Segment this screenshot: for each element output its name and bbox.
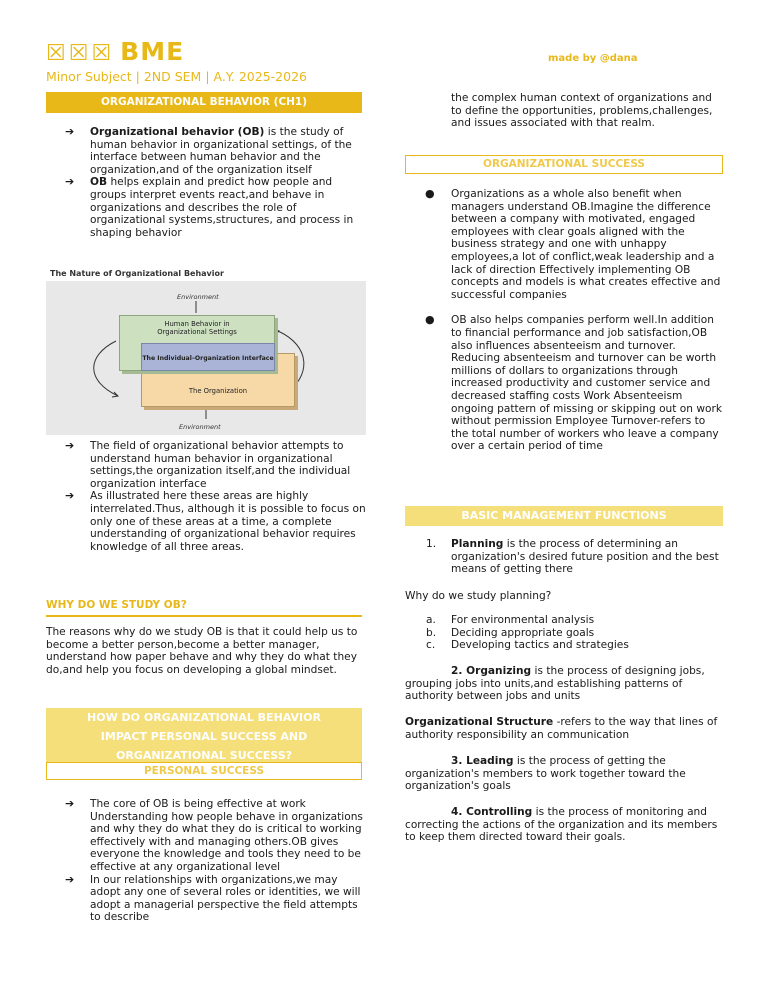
bullet-ob-definition: ➔ Organizational behavior (OB) is the study of human behavior in organizational settings, of the interface between human behavior and the organization,and of the organization itself [65, 125, 352, 176]
env-top-label: Environment [177, 293, 219, 301]
why-study-text: The reasons why do we study OB is that it could help us to become a better person,become a better manager, understand how paper behave and why they do what they do,and help you focus on developing a global mindset. [46, 626, 358, 676]
arrow-icon: ➔ [65, 489, 75, 503]
bullet-org-performance: ● OB also helps companies perform well.In addition to financial performance and job satisfaction,OB also influences absenteeism and turnover. Reducing absenteeism and turnover can be worth millions of dollars to organizations through increased productivity and customer service and decreased staffing costs Work Absenteeism ongoing pattern of missing or skipping out on work without permission Employee Turnover-refers to the total number of workers who leave a company over a certain period of time [425, 313, 722, 453]
bullet-interrelated: ➔ As illustrated here these areas are highly interrelated.Thus, although it is possible to focus on only one of these areas at a time, a complete understanding of organizational behavior requires knowledge of all three areas. [65, 489, 366, 553]
left-bullets-1 [46, 126, 366, 239]
subtitle: Minor Subject | 2ND SEM | A.Y. 2025-2026 [46, 69, 307, 84]
arrow-icon: ➔ [65, 175, 75, 189]
bullet-relationships: ➔ In our relationships with organizations,we may adopt any one of several roles or identities, we will adopt a managerial perspective the field attempts to describe [65, 872, 361, 924]
function-organizing: 2. Organizing is the process of designing jobs, grouping jobs into units,and establishing patterns of authority between jobs and units [405, 665, 705, 703]
box-interface: The Individual–Organization Interface [141, 343, 275, 371]
bullet-org-benefit: ● Organizations as a whole also benefit when managers understand OB.Imagine the difference between a company with motivated, engaged employees with clear goals aligned with the business strategy and one with unhappy employees,a lot of conflict,weak leadership and a lack of direction Effectively implementing OB concepts and models is what creates effective and successful companies [425, 187, 721, 301]
box-organization: The Organization [141, 353, 295, 407]
bullet-dot-icon: ● [425, 313, 435, 327]
box-human-behavior: Human Behavior in Organizational Settings [119, 315, 275, 371]
left-bullets-2 [46, 440, 366, 553]
function-leading: 3. Leading is the process of getting the organization's members to work together toward the organization's goals [405, 755, 686, 793]
figure-background [46, 281, 366, 435]
bullet-core-ob: ➔ The core of OB is being effective at work Understanding how people behave in organizations and why they do what they do is critical to working effectively with and managing others.OB gives everyone the knowledge and tools they need to be effective at any organizational level [65, 797, 363, 873]
section-header-org-success: ORGANIZATIONAL SUCCESS [405, 155, 723, 174]
section-header-mgmt-functions: BASIC MANAGEMENT FUNCTIONS [405, 506, 723, 526]
bullet-dot-icon: ● [425, 187, 435, 200]
arrow-icon: ➔ [65, 439, 75, 452]
subheader-personal-success: PERSONAL SUCCESS [46, 762, 362, 780]
continued-text: the complex human context of organizations and to define the opportunities, problems,challenges, and issues associated with that realm. [451, 92, 713, 130]
list-item: a. For environmental analysis [426, 614, 595, 626]
arrow-icon: ➔ [65, 125, 75, 138]
why-planning: Why do we study planning? [405, 590, 552, 602]
title-text: BME [120, 37, 185, 66]
section-divider [46, 615, 362, 617]
org-structure-def: Organizational Structure -refers to the way that lines of authority responsibility an communication [405, 716, 718, 741]
bullet-ob-explain: ➔ OB helps explain and predict how people and groups interpret events react,and behave in organizations and describes the role of organizational systems,structures, and process in shaping behavior [65, 175, 354, 239]
arrow-icon: ➔ [65, 797, 75, 810]
section-header-ob: ORGANIZATIONAL BEHAVIOR (CH1) [46, 92, 362, 113]
list-item: c. Developing tactics and strategies [426, 639, 629, 652]
list-item: b. Deciding appropriate goals [426, 626, 595, 639]
author-credit: made by @dana [548, 53, 638, 64]
planning-item [405, 538, 725, 576]
planning-list [405, 614, 725, 652]
section-header-impact: HOW DO ORGANIZATIONAL BEHAVIOR IMPACT PERSONAL SUCCESS AND ORGANIZATIONAL SUCCESS? [46, 708, 362, 762]
env-bottom-label: Environment [179, 423, 221, 431]
function-controlling: 4. Controlling is the process of monitoring and correcting the actions of the organization and its members to keep them directed toward their goals. [405, 806, 718, 844]
title-boxes: ☒☒☒ [46, 41, 115, 66]
figure-caption: The Nature of Organizational Behavior [50, 269, 224, 278]
function-planning: 1. Planning is the process of determining an organization's desired future position and the best means of getting there [426, 538, 719, 576]
bullet-field-ob: ➔ The field of organizational behavior attempts to understand human behavior in organizational settings,the organization itself,and the individual organization interface [65, 439, 351, 490]
arrow-icon: ➔ [65, 872, 75, 886]
section-header-why: WHY DO WE STUDY OB? [46, 599, 187, 611]
nature-of-ob-figure [46, 268, 366, 436]
left-bullets-3 [46, 798, 368, 924]
page-title [46, 38, 184, 68]
org-success-bullets [405, 188, 725, 453]
section-why-study [46, 599, 362, 617]
